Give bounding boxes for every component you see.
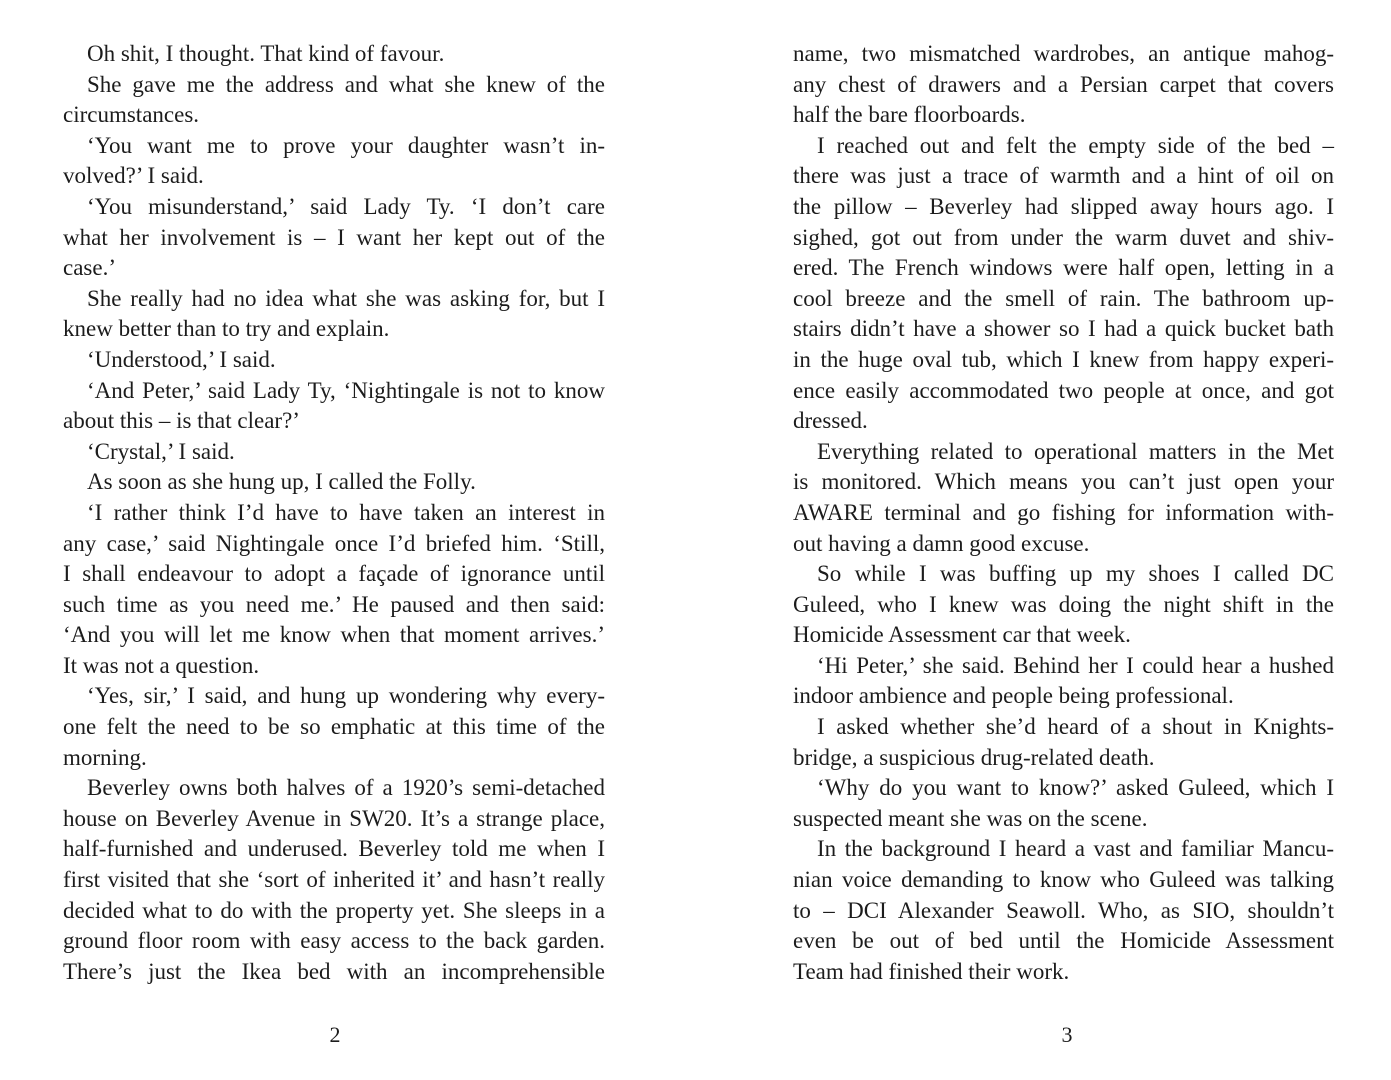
text-line: half the bare floorboards. bbox=[793, 102, 1026, 128]
text-line: volved?’ I said. bbox=[63, 163, 204, 189]
text-line: ‘Yes, sir,’ I said, and hung up wondering why every- bbox=[87, 683, 605, 709]
text-line: to – DCI Alexander Seawoll. Who, as SIO, shouldn’t bbox=[793, 897, 1334, 923]
text-line: such time as you need me.’ He paused and then said: bbox=[63, 591, 605, 617]
text-line: stairs didn’t have a shower so I had a quick bucket bath bbox=[793, 316, 1334, 342]
text-line: sighed, got out from under the warm duvet and shiv- bbox=[793, 224, 1334, 250]
text-line: ence easily accommodated two people at once, and got bbox=[793, 377, 1334, 403]
text-line: indoor ambience and people being professional. bbox=[793, 683, 1234, 709]
text-line: Beverley owns both halves of a 1920’s semi-detached bbox=[87, 775, 605, 801]
text-line: circumstances. bbox=[63, 102, 200, 128]
text-line: AWARE terminal and go fishing for information with- bbox=[793, 499, 1334, 525]
text-line: ‘Crystal,’ I said. bbox=[87, 438, 235, 464]
page-number: 3 bbox=[1061, 1022, 1073, 1047]
text-line: decided what to do with the property yet. She sleeps in a bbox=[63, 897, 605, 923]
text-line: case.’ bbox=[63, 255, 116, 281]
text-line: ‘And you will let me know when that moment arrives.’ bbox=[63, 622, 605, 648]
text-line: So while I was buffing up my shoes I called DC bbox=[817, 561, 1334, 587]
text-line: knew better than to try and explain. bbox=[63, 316, 390, 342]
text-line: morning. bbox=[63, 744, 147, 770]
text-line: In the background I heard a vast and familiar Mancu- bbox=[817, 836, 1334, 862]
text-line: the pillow – Beverley had slipped away hours ago. I bbox=[793, 193, 1334, 219]
text-line: It was not a question. bbox=[63, 652, 260, 678]
text-line: She really had no idea what she was asking for, but I bbox=[87, 285, 605, 311]
text-line: any chest of drawers and a Persian carpet that covers bbox=[793, 71, 1334, 97]
text-line: As soon as she hung up, I called the Folly. bbox=[87, 469, 476, 495]
text-line: Homicide Assessment car that week. bbox=[793, 622, 1131, 648]
text-line: any case,’ said Nightingale once I’d briefed him. ‘Still, bbox=[63, 530, 605, 556]
text-line: She gave me the address and what she knew of the bbox=[87, 71, 605, 97]
text-line: out having a damn good excuse. bbox=[793, 530, 1090, 556]
text-line: ered. The French windows were half open, letting in a bbox=[793, 255, 1334, 281]
left-page bbox=[0, 0, 695, 1080]
page-number: 2 bbox=[329, 1022, 341, 1047]
text-line: about this – is that clear?’ bbox=[63, 408, 300, 434]
text-line: ‘Why do you want to know?’ asked Guleed, which I bbox=[817, 775, 1334, 801]
text-line: ‘Understood,’ I said. bbox=[87, 346, 276, 372]
text-line: nian voice demanding to know who Guleed was talking bbox=[793, 867, 1334, 893]
text-line: bridge, a suspicious drug-related death. bbox=[793, 744, 1155, 770]
text-line: suspected meant she was on the scene. bbox=[793, 805, 1148, 831]
text-line: there was just a trace of warmth and a hint of oil on bbox=[793, 163, 1334, 189]
text-line: ‘You misunderstand,’ said Lady Ty. ‘I don’t care bbox=[87, 193, 605, 219]
text-line: dressed. bbox=[793, 408, 868, 434]
text-line: ‘You want me to prove your daughter wasn’t in- bbox=[87, 132, 605, 158]
left-page-text bbox=[63, 39, 605, 987]
text-line: house on Beverley Avenue in SW20. It’s a strange place, bbox=[63, 805, 605, 831]
text-line: ground floor room with easy access to the back garden. bbox=[63, 928, 605, 954]
text-line: There’s just the Ikea bed with an incomprehensible bbox=[63, 958, 605, 984]
text-line: I shall endeavour to adopt a façade of ignorance until bbox=[63, 561, 605, 587]
text-line: what her involvement is – I want her kept out of the bbox=[63, 224, 605, 250]
text-line: cool breeze and the smell of rain. The bathroom up- bbox=[793, 285, 1334, 311]
text-line: Everything related to operational matters in the Met bbox=[817, 438, 1334, 464]
text-line: one felt the need to be so emphatic at this time of the bbox=[63, 714, 605, 740]
text-line: Guleed, who I knew was doing the night shift in the bbox=[793, 591, 1334, 617]
text-line: first visited that she ‘sort of inherited it’ and hasn’t really bbox=[63, 867, 605, 893]
text-line: Oh shit, I thought. That kind of favour. bbox=[87, 41, 445, 66]
text-line: ‘I rather think I’d have to have taken an interest in bbox=[87, 499, 605, 525]
text-line: name, two mismatched wardrobes, an antique mahog- bbox=[793, 41, 1334, 66]
text-line: Team had finished their work. bbox=[793, 958, 1070, 984]
text-line: in the huge oval tub, which I knew from happy experi- bbox=[793, 346, 1334, 372]
text-line: is monitored. Which means you can’t just open your bbox=[793, 469, 1334, 495]
text-line: I asked whether she’d heard of a shout in Knights- bbox=[817, 714, 1334, 740]
text-line: I reached out and felt the empty side of the bed – bbox=[817, 132, 1334, 158]
text-line: half-furnished and underused. Beverley told me when I bbox=[63, 836, 605, 862]
text-line: ‘And Peter,’ said Lady Ty, ‘Nightingale is not to know bbox=[87, 377, 605, 403]
text-line: ‘Hi Peter,’ she said. Behind her I could hear a hushed bbox=[817, 652, 1334, 678]
right-page-text bbox=[793, 39, 1334, 987]
right-page bbox=[695, 0, 1391, 1080]
text-line: even be out of bed until the Homicide Assessment bbox=[793, 928, 1334, 954]
